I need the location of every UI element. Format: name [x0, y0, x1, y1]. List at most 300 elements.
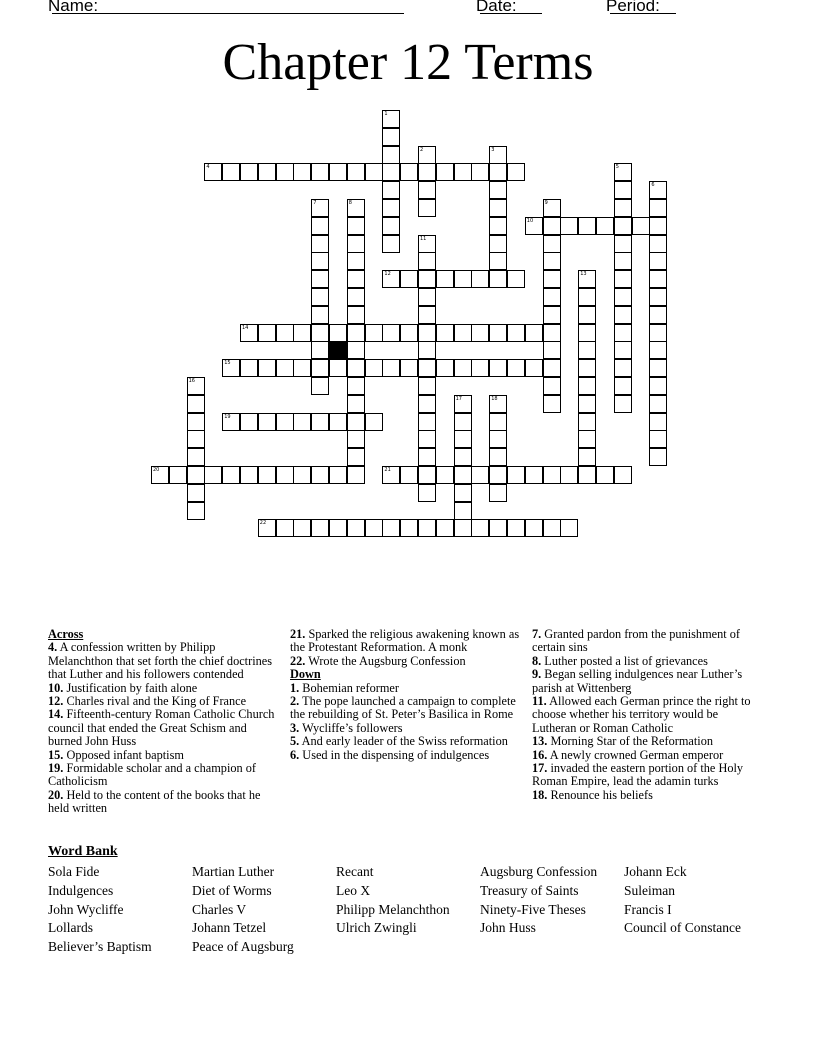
- crossword-cell[interactable]: [649, 199, 667, 217]
- crossword-cell[interactable]: [418, 324, 436, 342]
- crossword-cell[interactable]: [436, 519, 454, 537]
- clue-text: Luther posted a list of grievances: [541, 653, 708, 668]
- crossword-cell[interactable]: [400, 163, 418, 181]
- crossword-cell[interactable]: [436, 324, 454, 342]
- crossword-cell[interactable]: [489, 448, 507, 466]
- crossword-cell[interactable]: [596, 466, 614, 484]
- crossword-cell[interactable]: [614, 217, 632, 235]
- crossword-cell[interactable]: [489, 519, 507, 537]
- crossword-cell[interactable]: [454, 413, 472, 431]
- clue-text: Wycliffe’s followers: [299, 720, 403, 735]
- crossword-cell[interactable]: [222, 466, 240, 484]
- down-clue: [532, 762, 764, 789]
- crossword-cell[interactable]: [276, 324, 294, 342]
- crossword-cell[interactable]: [187, 466, 205, 484]
- crossword-cell[interactable]: [293, 519, 311, 537]
- crossword-cell[interactable]: [311, 413, 329, 431]
- crossword-cell[interactable]: [204, 466, 222, 484]
- crossword-cell[interactable]: [293, 359, 311, 377]
- crossword-cell[interactable]: [418, 359, 436, 377]
- down-clue: [532, 628, 764, 655]
- crossword-cell[interactable]: [649, 306, 667, 324]
- crossword-cell[interactable]: [614, 270, 632, 288]
- word-bank-term: John Wycliffe: [48, 901, 124, 917]
- crossword-cell[interactable]: [614, 324, 632, 342]
- crossword-cell[interactable]: [454, 519, 472, 537]
- crossword-cell[interactable]: [649, 395, 667, 413]
- word-bank-term: Philipp Melanchthon: [336, 901, 450, 917]
- crossword-cell[interactable]: [311, 217, 329, 235]
- crossword-cell[interactable]: [578, 448, 596, 466]
- crossword-cell[interactable]: [543, 199, 561, 217]
- crossword-cell[interactable]: [489, 413, 507, 431]
- crossword-cell[interactable]: [560, 519, 578, 537]
- crossword-cell[interactable]: [543, 519, 561, 537]
- crossword-cell[interactable]: [418, 163, 436, 181]
- crossword-cell[interactable]: [507, 324, 525, 342]
- clue-number: 22: [259, 520, 267, 527]
- crossword-cell[interactable]: [649, 270, 667, 288]
- clue-text: A confession written by Philipp Melanchthon that set forth the chief doctrines that Luther and his followers contended: [48, 640, 273, 682]
- crossword-cell[interactable]: [614, 181, 632, 199]
- crossword-cell[interactable]: [293, 466, 311, 484]
- clue-number: 6: [651, 182, 655, 189]
- crossword-cell[interactable]: [382, 324, 400, 342]
- crossword-cell[interactable]: [649, 324, 667, 342]
- crossword-cell[interactable]: [347, 252, 365, 270]
- crossword-cell[interactable]: [347, 359, 365, 377]
- crossword-cell[interactable]: [382, 163, 400, 181]
- crossword-cell[interactable]: [632, 217, 650, 235]
- crossword-cell[interactable]: [614, 306, 632, 324]
- clue-text: Fifteenth-century Roman Catholic Church council that ended the Great Schism and burned John Huss: [48, 707, 275, 749]
- crossword-cell[interactable]: [489, 466, 507, 484]
- crossword-cell[interactable]: [400, 519, 418, 537]
- crossword-cell[interactable]: [649, 288, 667, 306]
- crossword-cell[interactable]: [471, 466, 489, 484]
- crossword-cell[interactable]: [311, 377, 329, 395]
- crossword-cell[interactable]: [222, 413, 240, 431]
- word-bank-column: [336, 863, 486, 938]
- word-bank-term: Francis I: [624, 901, 672, 917]
- crossword-cell[interactable]: [578, 430, 596, 448]
- crossword-cell[interactable]: [311, 306, 329, 324]
- crossword-cell[interactable]: [258, 359, 276, 377]
- crossword-cell[interactable]: [471, 359, 489, 377]
- crossword-cell[interactable]: [578, 413, 596, 431]
- crossword-cell[interactable]: [543, 466, 561, 484]
- crossword-cell[interactable]: [311, 341, 329, 359]
- crossword-cell[interactable]: [454, 448, 472, 466]
- crossword-cell[interactable]: [649, 377, 667, 395]
- crossword-cell[interactable]: [543, 377, 561, 395]
- crossword-cell[interactable]: [258, 324, 276, 342]
- crossword-cell[interactable]: [649, 430, 667, 448]
- crossword-cell[interactable]: [578, 466, 596, 484]
- crossword-cell[interactable]: [471, 519, 489, 537]
- date-label: Date:: [476, 0, 517, 15]
- crossword-cell[interactable]: [418, 466, 436, 484]
- crossword-cell[interactable]: [365, 413, 383, 431]
- name-label: Name:: [48, 0, 99, 15]
- crossword-cell[interactable]: [222, 359, 240, 377]
- down-clue: [290, 695, 522, 722]
- crossword-cell[interactable]: [240, 466, 258, 484]
- crossword-cell[interactable]: [311, 199, 329, 217]
- crossword-cell[interactable]: [187, 413, 205, 431]
- crossword-cell[interactable]: [329, 359, 347, 377]
- crossword-cell[interactable]: [400, 359, 418, 377]
- crossword-cell[interactable]: [418, 181, 436, 199]
- clue-number: 19.: [48, 761, 64, 776]
- crossword-cell[interactable]: [347, 270, 365, 288]
- clue-number: 14: [242, 324, 249, 331]
- across-clue: [290, 628, 522, 655]
- crossword-cell[interactable]: [365, 519, 383, 537]
- crossword-cell[interactable]: [578, 270, 596, 288]
- clue-number: 10.: [48, 680, 64, 695]
- clue-number: 21: [384, 467, 391, 473]
- crossword-cell[interactable]: [347, 306, 365, 324]
- crossword-cell[interactable]: [454, 466, 472, 484]
- crossword-cell[interactable]: [382, 199, 400, 217]
- crossword-cell[interactable]: [418, 377, 436, 395]
- word-bank-term: Recant: [336, 864, 374, 879]
- crossword-cell[interactable]: [418, 270, 436, 288]
- crossword-cell[interactable]: [418, 341, 436, 359]
- crossword-cell[interactable]: [454, 270, 472, 288]
- crossword-cell[interactable]: [240, 324, 258, 342]
- crossword-cell[interactable]: [471, 324, 489, 342]
- crossword-cell[interactable]: [329, 324, 347, 342]
- crossword-cell[interactable]: [507, 359, 525, 377]
- crossword-cell[interactable]: [543, 359, 561, 377]
- clue-text: invaded the eastern portion of the Holy Roman Empire, lead the adamin turks: [532, 761, 744, 789]
- crossword-cell[interactable]: [347, 288, 365, 306]
- crossword-cell[interactable]: [187, 377, 205, 395]
- crossword-cell[interactable]: [507, 270, 525, 288]
- crossword-cell[interactable]: [489, 235, 507, 253]
- crossword-cell[interactable]: [382, 110, 400, 128]
- crossword-cell[interactable]: [543, 270, 561, 288]
- crossword-cell[interactable]: [578, 306, 596, 324]
- crossword-cell[interactable]: [525, 519, 543, 537]
- crossword-cell[interactable]: [489, 181, 507, 199]
- crossword-cell[interactable]: [418, 306, 436, 324]
- crossword-cell[interactable]: [382, 235, 400, 253]
- crossword-cell[interactable]: [578, 288, 596, 306]
- crossword-cell[interactable]: [543, 235, 561, 253]
- crossword-cell[interactable]: [418, 519, 436, 537]
- crossword-cell[interactable]: [276, 466, 294, 484]
- crossword-cell[interactable]: [382, 146, 400, 164]
- crossword-cell[interactable]: [187, 430, 205, 448]
- clue-number: 21.: [290, 627, 306, 641]
- crossword-cell[interactable]: [578, 217, 596, 235]
- crossword-cell[interactable]: [578, 324, 596, 342]
- crossword-cell[interactable]: [311, 270, 329, 288]
- crossword-cell[interactable]: [187, 502, 205, 520]
- clue-number: 3.: [290, 720, 300, 735]
- crossword-cell[interactable]: [614, 466, 632, 484]
- across-clue: [48, 749, 280, 762]
- crossword-cell[interactable]: [347, 519, 365, 537]
- crossword-cell[interactable]: [454, 502, 472, 520]
- clue-number: 1.: [290, 680, 300, 695]
- crossword-cell[interactable]: [347, 430, 365, 448]
- crossword-cell[interactable]: [382, 270, 400, 288]
- crossword-cell[interactable]: [454, 484, 472, 502]
- across-clue: [48, 708, 280, 748]
- crossword-cell[interactable]: [471, 163, 489, 181]
- word-bank-term: Peace of Augsburg: [192, 939, 294, 955]
- crossword-cell[interactable]: [649, 217, 667, 235]
- crossword-cell[interactable]: [187, 448, 205, 466]
- crossword-cell[interactable]: [560, 217, 578, 235]
- crossword-cell[interactable]: [436, 466, 454, 484]
- crossword-cell[interactable]: [276, 163, 294, 181]
- crossword-cell[interactable]: [311, 163, 329, 181]
- crossword-cell[interactable]: [365, 163, 383, 181]
- crossword-cell[interactable]: [258, 413, 276, 431]
- crossword-cell[interactable]: [454, 324, 472, 342]
- crossword-cell[interactable]: [454, 359, 472, 377]
- crossword-cell[interactable]: [649, 341, 667, 359]
- crossword-cell[interactable]: [347, 217, 365, 235]
- clue-text: And early leader of the Swiss reformation: [299, 734, 508, 749]
- across-heading: Across: [48, 627, 84, 641]
- clue-number: 8: [348, 200, 352, 206]
- clue-number: 3: [491, 146, 495, 153]
- word-bank-term: Lollards: [48, 920, 93, 936]
- crossword-cell[interactable]: [240, 413, 258, 431]
- word-bank-term: Believer’s Baptism: [48, 939, 152, 955]
- crossword-cell[interactable]: [400, 270, 418, 288]
- crossword-cell[interactable]: [614, 288, 632, 306]
- crossword-cell[interactable]: [543, 217, 561, 235]
- crossword-cell[interactable]: [649, 235, 667, 253]
- clue-number: 16.: [532, 747, 548, 762]
- clue-number: 4: [206, 164, 210, 171]
- crossword-cell[interactable]: [525, 324, 543, 342]
- crossword-cell[interactable]: [525, 217, 543, 235]
- crossword-cell[interactable]: [614, 252, 632, 270]
- crossword-cell[interactable]: [489, 146, 507, 164]
- word-bank-term: Johann Tetzel: [192, 920, 267, 936]
- crossword-cell[interactable]: [649, 252, 667, 270]
- clue-number: 17.: [532, 761, 548, 776]
- clue-text: Justification by faith alone: [63, 680, 198, 695]
- crossword-cell[interactable]: [418, 235, 436, 253]
- crossword-cell[interactable]: [329, 466, 347, 484]
- crossword-cell[interactable]: [560, 466, 578, 484]
- crossword-cell[interactable]: [293, 324, 311, 342]
- crossword-cell[interactable]: [382, 128, 400, 146]
- down-clue: [290, 749, 522, 762]
- crossword-cell[interactable]: [436, 270, 454, 288]
- crossword-cell[interactable]: [507, 466, 525, 484]
- crossword-cell[interactable]: [347, 235, 365, 253]
- crossword-cell[interactable]: [382, 519, 400, 537]
- crossword-cell[interactable]: [311, 235, 329, 253]
- crossword-cell[interactable]: [489, 359, 507, 377]
- crossword-cell[interactable]: [258, 519, 276, 537]
- crossword-cell[interactable]: [240, 163, 258, 181]
- crossword-cell[interactable]: [507, 519, 525, 537]
- crossword-cell[interactable]: [454, 430, 472, 448]
- crossword-cell[interactable]: [293, 413, 311, 431]
- crossword-cell[interactable]: [578, 359, 596, 377]
- across-clue: [48, 641, 280, 681]
- crossword-cell[interactable]: [329, 163, 347, 181]
- crossword-cell[interactable]: [311, 288, 329, 306]
- crossword-cell[interactable]: [614, 359, 632, 377]
- crossword-cell[interactable]: [222, 163, 240, 181]
- crossword-cell[interactable]: [169, 466, 187, 484]
- crossword-cell[interactable]: [614, 377, 632, 395]
- crossword-cell[interactable]: [347, 448, 365, 466]
- clue-text: Sparked the religious awakening known as the Protestant Reformation. A monk: [290, 627, 520, 655]
- crossword-cell[interactable]: [649, 181, 667, 199]
- crossword-cell[interactable]: [418, 252, 436, 270]
- crossword-cell[interactable]: [347, 413, 365, 431]
- crossword-cell[interactable]: [400, 324, 418, 342]
- crossword-cell[interactable]: [276, 359, 294, 377]
- crossword-cell[interactable]: [187, 484, 205, 502]
- crossword-cell[interactable]: [204, 163, 222, 181]
- clue-text: Charles rival and the King of France: [63, 694, 247, 709]
- crossword-cell[interactable]: [187, 395, 205, 413]
- crossword-cell[interactable]: [489, 163, 507, 181]
- crossword-cell[interactable]: [578, 341, 596, 359]
- crossword-cell[interactable]: [418, 146, 436, 164]
- crossword-cell[interactable]: [418, 484, 436, 502]
- crossword-cell[interactable]: [311, 466, 329, 484]
- crossword-cell[interactable]: [311, 324, 329, 342]
- crossword-cell[interactable]: [347, 395, 365, 413]
- crossword-cell[interactable]: [649, 448, 667, 466]
- crossword-cell[interactable]: [614, 163, 632, 181]
- crossword-cell[interactable]: [382, 181, 400, 199]
- crossword-cell[interactable]: [614, 199, 632, 217]
- crossword-cell[interactable]: [489, 324, 507, 342]
- crossword-cell[interactable]: [436, 163, 454, 181]
- crossword-cell[interactable]: [151, 466, 169, 484]
- crossword-cell[interactable]: [525, 466, 543, 484]
- down-clue: [532, 749, 764, 762]
- crossword-cell[interactable]: [454, 395, 472, 413]
- crossword-cell[interactable]: [293, 163, 311, 181]
- crossword-cell[interactable]: [382, 217, 400, 235]
- crossword-cell[interactable]: [454, 163, 472, 181]
- word-bank-term: Leo X: [336, 882, 371, 898]
- crossword-cell[interactable]: [311, 252, 329, 270]
- crossword-cell[interactable]: [507, 163, 525, 181]
- crossword-cell[interactable]: [614, 235, 632, 253]
- crossword-cell[interactable]: [276, 519, 294, 537]
- clue-number: 7.: [532, 627, 542, 641]
- crossword-cell[interactable]: [543, 341, 561, 359]
- crossword-cell[interactable]: [347, 377, 365, 395]
- crossword-cell[interactable]: [418, 199, 436, 217]
- crossword-cell[interactable]: [258, 163, 276, 181]
- crossword-cell[interactable]: [543, 252, 561, 270]
- down-clue: [290, 682, 522, 695]
- crossword-cell[interactable]: [489, 270, 507, 288]
- crossword-cell[interactable]: [311, 519, 329, 537]
- crossword-cell[interactable]: [489, 430, 507, 448]
- crossword-cell[interactable]: [489, 252, 507, 270]
- crossword-cell[interactable]: [382, 359, 400, 377]
- crossword-cell[interactable]: [543, 306, 561, 324]
- crossword-cell[interactable]: [347, 199, 365, 217]
- crossword-cell[interactable]: [365, 324, 383, 342]
- word-bank-term: Johann Eck: [624, 864, 687, 879]
- crossword-cell[interactable]: [614, 341, 632, 359]
- crossword-cell[interactable]: [329, 519, 347, 537]
- crossword-cell[interactable]: [382, 466, 400, 484]
- crossword-cell[interactable]: [649, 359, 667, 377]
- crossword-cell[interactable]: [347, 341, 365, 359]
- crossword-cell[interactable]: [418, 448, 436, 466]
- crossword-cell[interactable]: [596, 217, 614, 235]
- crossword-cell[interactable]: [347, 163, 365, 181]
- word-bank-term: Council of Constance: [624, 920, 741, 936]
- clue-number: 11: [420, 235, 427, 242]
- crossword-cell[interactable]: [400, 466, 418, 484]
- crossword-cell[interactable]: [578, 377, 596, 395]
- crossword-cell[interactable]: [489, 199, 507, 217]
- clue-number: 2: [420, 146, 424, 153]
- clue-number: 13.: [532, 734, 548, 749]
- crossword-cell[interactable]: [489, 217, 507, 235]
- crossword-cell[interactable]: [649, 413, 667, 431]
- crossword-cell[interactable]: [436, 359, 454, 377]
- down-clue: [532, 789, 764, 802]
- crossword-cell[interactable]: [347, 324, 365, 342]
- clue-number: 7: [313, 200, 317, 206]
- crossword-cell[interactable]: [578, 395, 596, 413]
- crossword-cell[interactable]: [258, 466, 276, 484]
- crossword-cell[interactable]: [525, 359, 543, 377]
- crossword-cell[interactable]: [543, 395, 561, 413]
- clue-number: 18.: [532, 787, 548, 802]
- clue-number: 15.: [48, 747, 64, 762]
- crossword-cell[interactable]: [365, 359, 383, 377]
- crossword-cell[interactable]: [471, 270, 489, 288]
- crossword-cell[interactable]: [543, 288, 561, 306]
- clue-number: 2.: [290, 694, 300, 709]
- crossword-cell[interactable]: [614, 395, 632, 413]
- crossword-cell[interactable]: [329, 413, 347, 431]
- crossword-cell[interactable]: [418, 288, 436, 306]
- clue-number: 20: [153, 467, 160, 473]
- word-bank-term: Charles V: [192, 901, 247, 917]
- crossword-cell[interactable]: [276, 413, 294, 431]
- across-clue: [290, 655, 522, 668]
- crossword-cell[interactable]: [489, 395, 507, 413]
- crossword-cell[interactable]: [418, 430, 436, 448]
- crossword-cell[interactable]: [240, 359, 258, 377]
- crossword-cell[interactable]: [311, 359, 329, 377]
- crossword-cell[interactable]: [418, 395, 436, 413]
- crossword-cell[interactable]: [347, 466, 365, 484]
- crossword-cell[interactable]: [543, 324, 561, 342]
- clue-text: Morning Star of the Reformation: [547, 734, 714, 749]
- crossword-cell[interactable]: [418, 413, 436, 431]
- clue-text: Bohemian reformer: [299, 680, 399, 695]
- crossword-cell[interactable]: [489, 484, 507, 502]
